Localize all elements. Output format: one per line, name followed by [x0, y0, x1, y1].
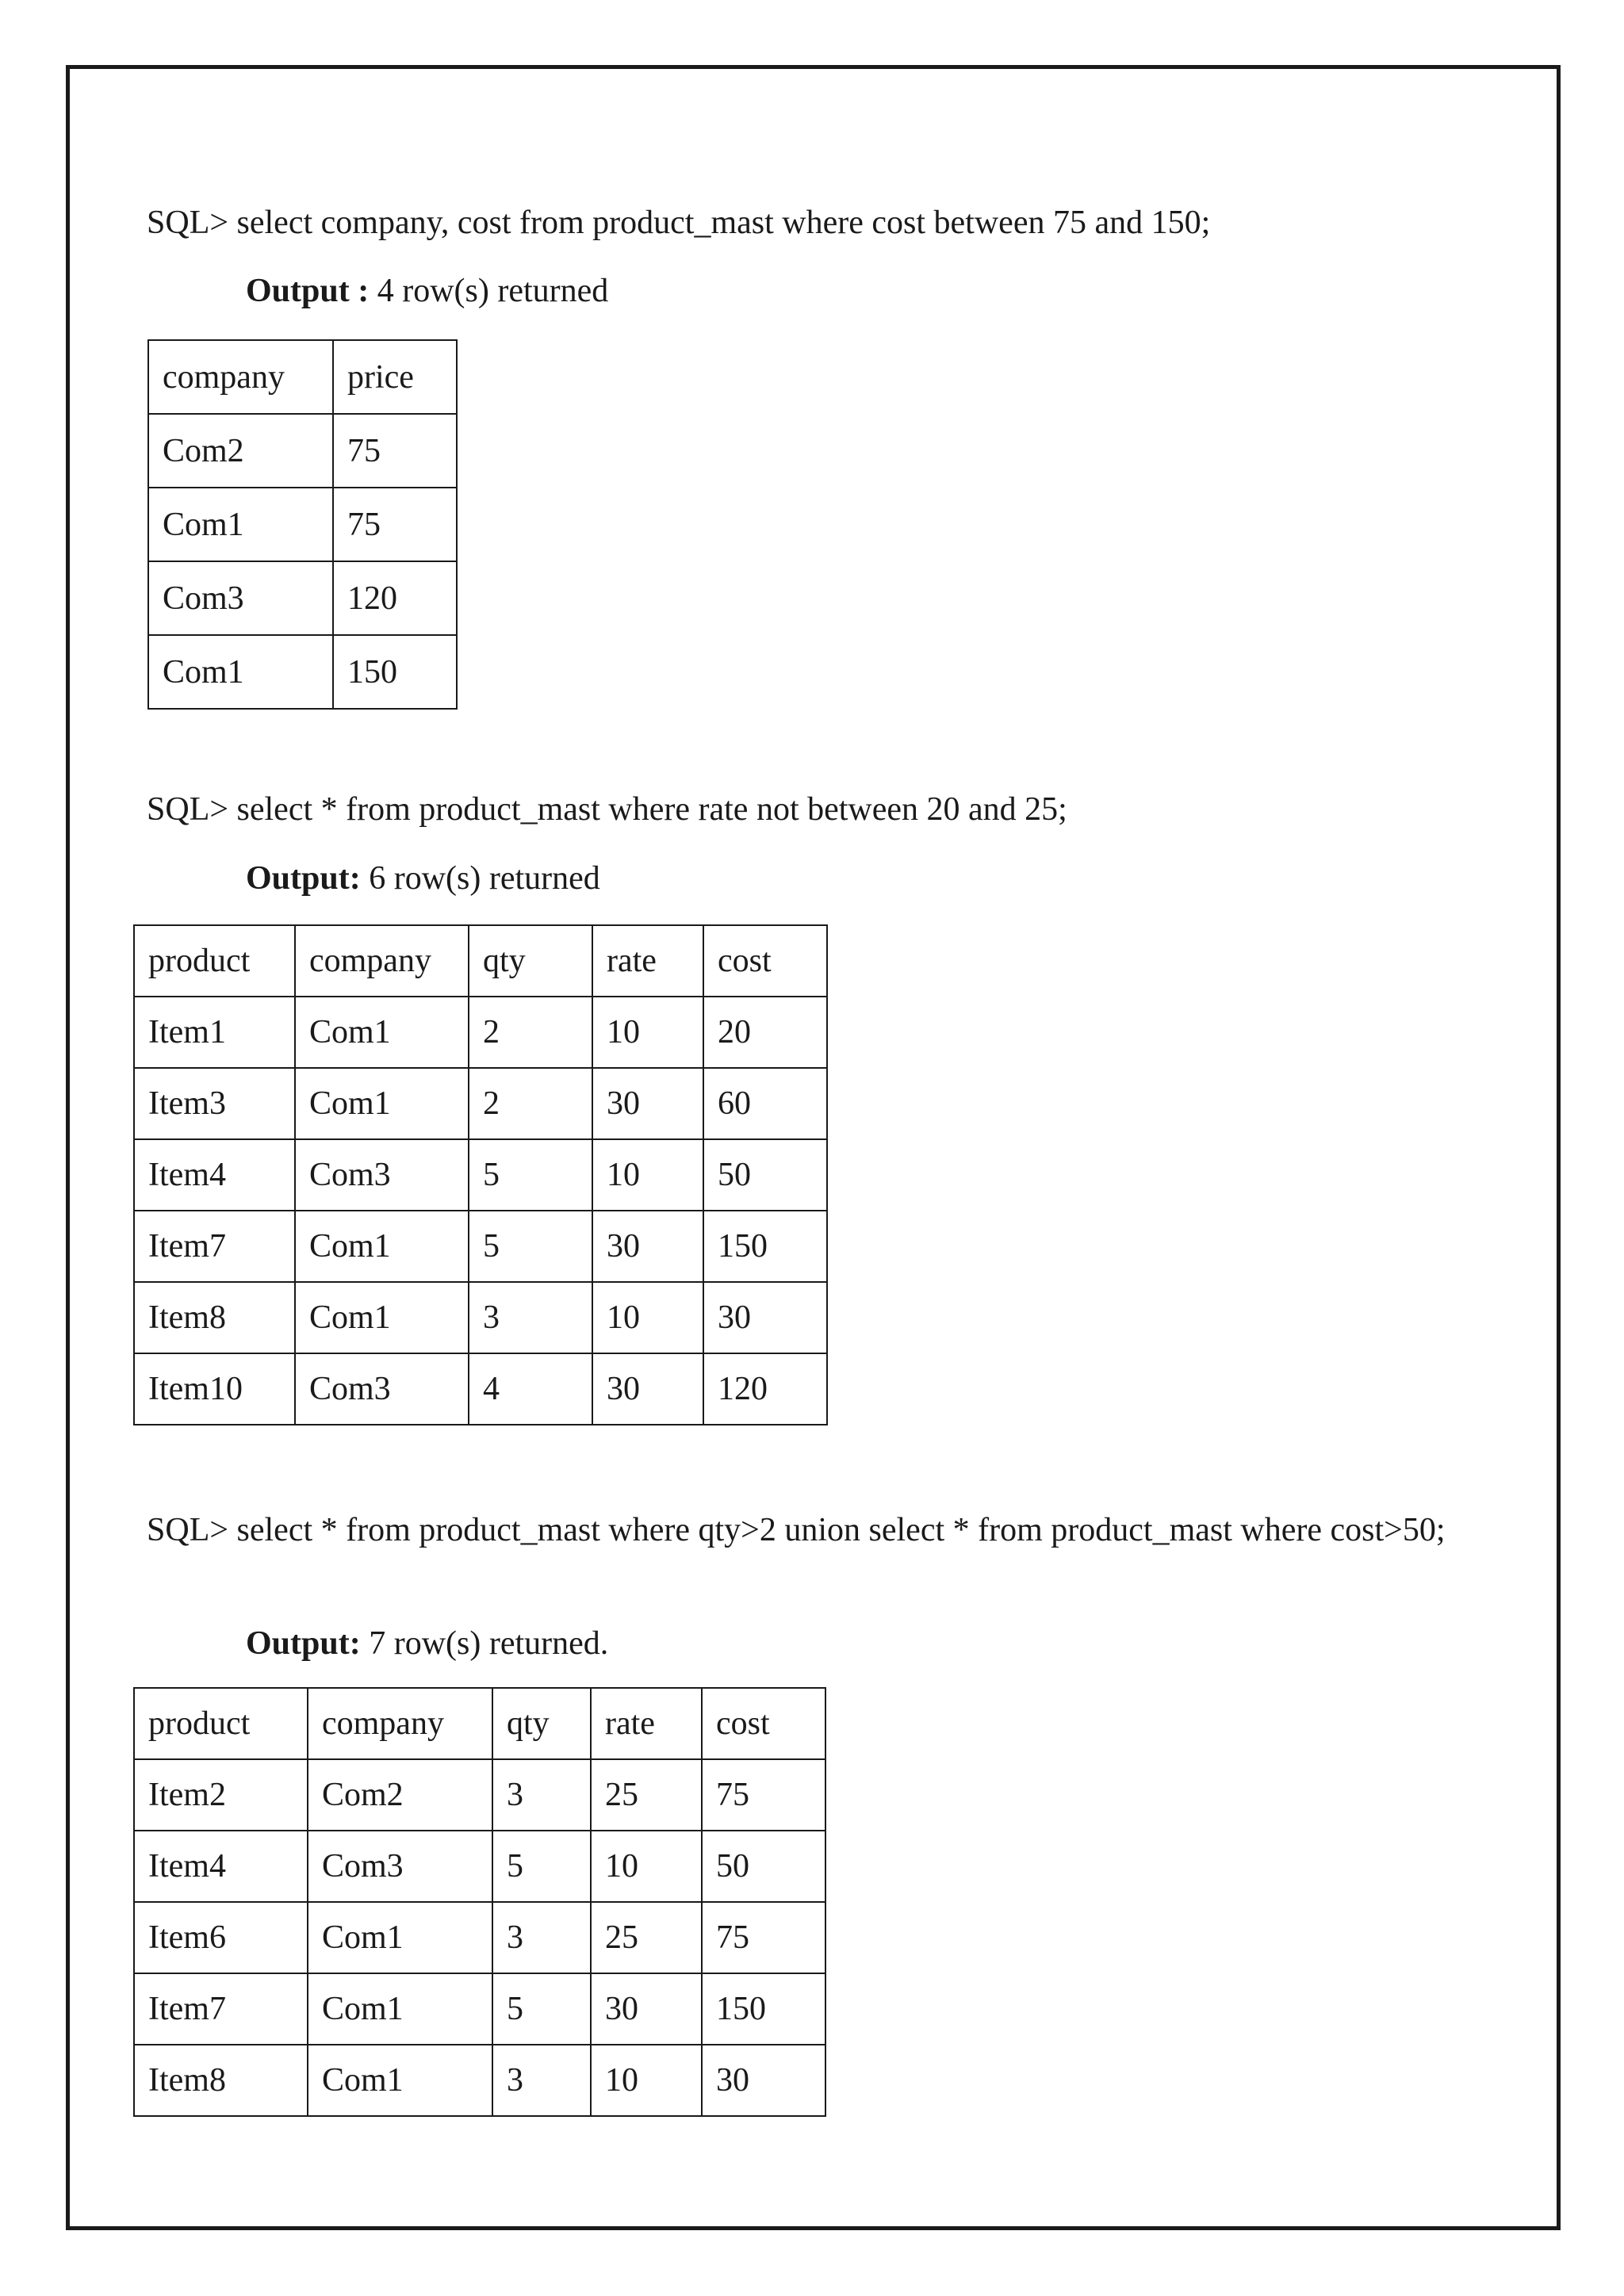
- table-cell: 30: [702, 2045, 825, 2116]
- table-cell: 5: [469, 1139, 592, 1211]
- table-cell: Com3: [295, 1353, 469, 1425]
- table-cell: Com1: [295, 1211, 469, 1282]
- table-header-row: [134, 1688, 825, 1759]
- table-cell: 50: [703, 1139, 827, 1211]
- table-cell: 10: [592, 1282, 703, 1353]
- column-header: company: [148, 340, 333, 414]
- output-label: Output:: [246, 860, 361, 897]
- output-line-1: [246, 268, 608, 314]
- table-cell: 75: [702, 1759, 825, 1831]
- table-cell: 25: [591, 1759, 702, 1831]
- table-cell: Item6: [134, 1902, 308, 1973]
- table-cell: 75: [333, 488, 457, 561]
- table-cell: Com1: [308, 1973, 492, 2045]
- table-cell: Item4: [134, 1831, 308, 1902]
- table-cell: 3: [492, 2045, 591, 2116]
- table-cell: 30: [592, 1353, 703, 1425]
- table-cell: Com1: [308, 1902, 492, 1973]
- output-line-3: [246, 1621, 608, 1667]
- table-cell: 5: [492, 1831, 591, 1902]
- table-row: [134, 1353, 827, 1425]
- column-header: company: [308, 1688, 492, 1759]
- table-cell: 60: [703, 1068, 827, 1139]
- table-cell: 150: [702, 1973, 825, 2045]
- table-cell: Com1: [148, 488, 333, 561]
- table-cell: 10: [591, 2045, 702, 2116]
- column-header: price: [333, 340, 457, 414]
- sql-query-2: SQL> select * from product_mast where rate not between 20 and 25;: [147, 791, 1067, 828]
- table-cell: 3: [492, 1902, 591, 1973]
- table-cell: 30: [592, 1211, 703, 1282]
- output-rows-returned: 7 row(s) returned.: [360, 1625, 609, 1662]
- column-header: product: [134, 1688, 308, 1759]
- sql-query-3: SQL> select * from product_mast where qty>2 union select * from product_mast where cost>50;: [147, 1512, 1446, 1548]
- table-cell: Item8: [134, 2045, 308, 2116]
- table-row: [134, 1282, 827, 1353]
- result-table-1: [147, 339, 458, 710]
- table-cell: Com2: [308, 1759, 492, 1831]
- table-cell: Item8: [134, 1282, 295, 1353]
- table-cell: 25: [591, 1902, 702, 1973]
- table-row: [134, 1973, 825, 2045]
- column-header: qty: [492, 1688, 591, 1759]
- table-header-row: [134, 925, 827, 997]
- table-cell: 4: [469, 1353, 592, 1425]
- table-cell: 30: [703, 1282, 827, 1353]
- table-header-row: [148, 340, 457, 414]
- table-cell: Item3: [134, 1068, 295, 1139]
- table-cell: Com3: [308, 1831, 492, 1902]
- table-cell: Com3: [148, 561, 333, 635]
- table-cell: Item1: [134, 997, 295, 1068]
- table-cell: Item7: [134, 1211, 295, 1282]
- table-row: [134, 1902, 825, 1973]
- column-header: rate: [592, 925, 703, 997]
- table-cell: Com1: [295, 1282, 469, 1353]
- sql-query-1: SQL> select company, cost from product_mast where cost between 75 and 150;: [147, 205, 1211, 241]
- column-header: cost: [703, 925, 827, 997]
- table-cell: Item10: [134, 1353, 295, 1425]
- table-cell: Com2: [148, 414, 333, 488]
- table-row: [134, 1831, 825, 1902]
- column-header: company: [295, 925, 469, 997]
- table-cell: 75: [702, 1902, 825, 1973]
- table-cell: 10: [592, 997, 703, 1068]
- output-label: Output:: [246, 1625, 361, 1662]
- table-row: [134, 1759, 825, 1831]
- result-table-3: [133, 1687, 826, 2117]
- table-cell: 10: [591, 1831, 702, 1902]
- table-cell: Com1: [295, 997, 469, 1068]
- output-rows-returned: 4 row(s) returned: [369, 273, 609, 309]
- table-cell: 5: [469, 1211, 592, 1282]
- column-header: qty: [469, 925, 592, 997]
- column-header: cost: [702, 1688, 825, 1759]
- table-cell: 150: [703, 1211, 827, 1282]
- table-cell: Item4: [134, 1139, 295, 1211]
- table-cell: 150: [333, 635, 457, 709]
- table-cell: 3: [469, 1282, 592, 1353]
- table-row: [148, 561, 457, 635]
- table-cell: Com1: [308, 2045, 492, 2116]
- column-header: rate: [591, 1688, 702, 1759]
- table-cell: 2: [469, 1068, 592, 1139]
- result-table-2: [133, 924, 828, 1425]
- table-row: [134, 1211, 827, 1282]
- table-cell: 2: [469, 997, 592, 1068]
- table-cell: 120: [333, 561, 457, 635]
- table-row: [134, 1068, 827, 1139]
- table-cell: 120: [703, 1353, 827, 1425]
- table-cell: 50: [702, 1831, 825, 1902]
- table-row: [134, 1139, 827, 1211]
- table-cell: Com3: [295, 1139, 469, 1211]
- table-cell: 30: [591, 1973, 702, 2045]
- table-cell: Com1: [295, 1068, 469, 1139]
- table-cell: Item7: [134, 1973, 308, 2045]
- table-cell: 20: [703, 997, 827, 1068]
- table-cell: 30: [592, 1068, 703, 1139]
- table-cell: 3: [492, 1759, 591, 1831]
- output-line-2: [246, 855, 600, 901]
- table-row: [148, 414, 457, 488]
- table-cell: 10: [592, 1139, 703, 1211]
- table-cell: 5: [492, 1973, 591, 2045]
- output-label: Output :: [246, 273, 370, 309]
- table-row: [148, 635, 457, 709]
- output-rows-returned: 6 row(s) returned: [360, 860, 600, 897]
- table-row: [148, 488, 457, 561]
- column-header: product: [134, 925, 295, 997]
- table-row: [134, 997, 827, 1068]
- table-cell: Item2: [134, 1759, 308, 1831]
- table-cell: 75: [333, 414, 457, 488]
- table-cell: Com1: [148, 635, 333, 709]
- table-row: [134, 2045, 825, 2116]
